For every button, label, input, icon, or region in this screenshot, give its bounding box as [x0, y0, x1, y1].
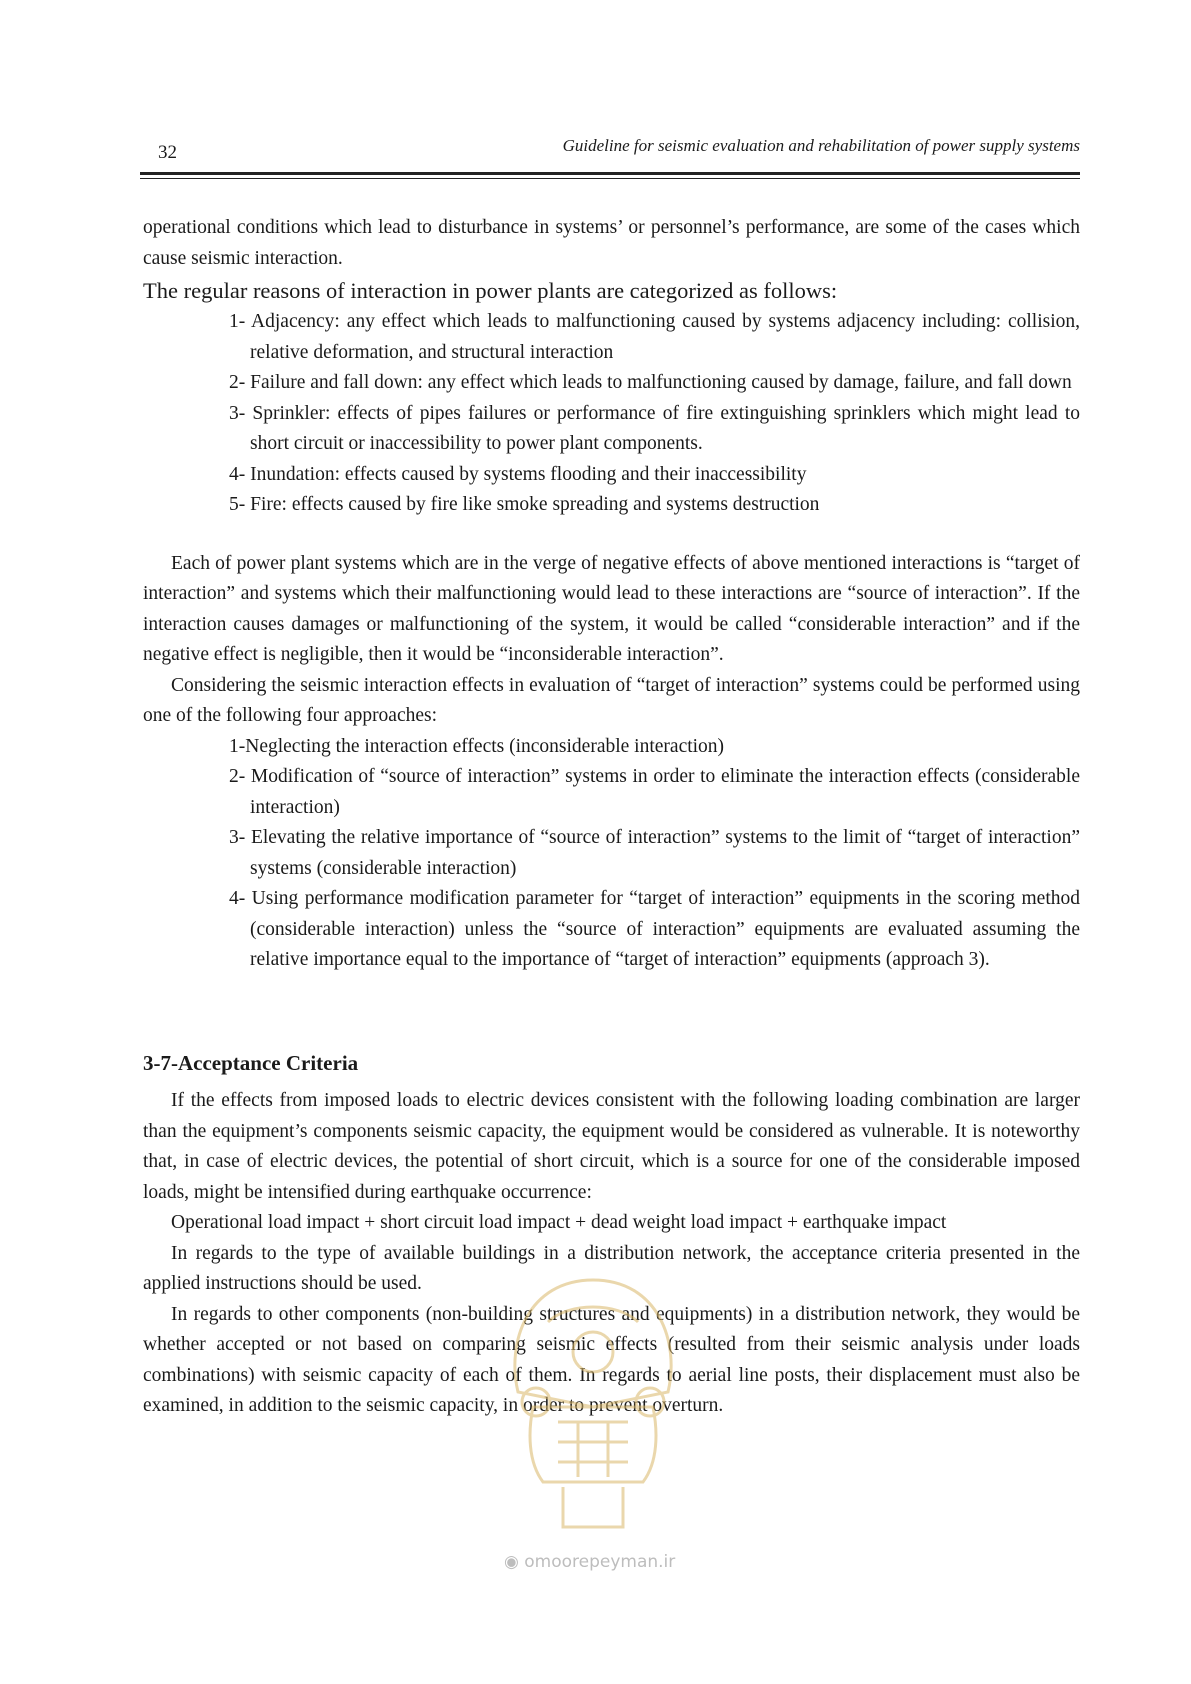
list-item: 4- Using performance modification parameter for “target of interaction” equipments in the scoring method (considerable interaction) unless the “source of interaction” equipments are evaluated assuming the relative importance equal to the importance of “target of interaction” equipments (approach 3). [229, 888, 1080, 970]
list-item: 4- Inundation: effects caused by systems flooding and their inaccessibility [229, 463, 807, 485]
body-paragraph: If the effects from imposed loads to electric devices consistent with the following loading combination are larger than the equipment’s components seismic capacity, the equipment would be considered as vulnerable. It is noteworthy that, in case of electric devices, the potential of short circuit, which is a source for one of the considerable imposed loads, might be intensified during earthquake occurrence: [143, 1090, 1080, 1203]
section-heading: 3-7-Acceptance Criteria [143, 1050, 359, 1075]
body-paragraph: In regards to other components (non-building structures and equipments) in a distribution network, they would be whether accepted or not based on comparing seismic effects (resulted from their seismic analysis under loads combinations) with seismic capacity of each of them. In regards to aerial line posts, their displacement must also be examined, in addition to the seismic capacity, in order to prevent overturn. [143, 1303, 1080, 1416]
list-item: 3- Elevating the relative importance of “source of interaction” systems to the limit of “target of interaction” systems (considerable interaction) [229, 827, 1080, 879]
header-rule-thick [140, 172, 1080, 175]
body-paragraph: In regards to the type of available buildings in a distribution network, the acceptance criteria presented in the applied instructions should be used. [143, 1242, 1080, 1294]
list-item: 1- Adjacency: any effect which leads to malfunctioning caused by systems adjacency including: collision, relative deformation, and structural interaction [229, 311, 1080, 363]
watermark-caption-text: omoorepeyman.ir [524, 1552, 676, 1572]
watermark-logo [488, 1272, 698, 1542]
list-item: 2- Failure and fall down: any effect which leads to malfunctioning caused by damage, failure, and fall down [229, 372, 1072, 393]
approaches-list [143, 732, 1080, 976]
categorization-lead: The regular reasons of interaction in power plants are categorized as follows: [143, 278, 838, 303]
continuation-paragraph: operational conditions which lead to disturbance in systems’ or personnel’s performance, are some of the cases which cause seismic interaction. [143, 217, 1080, 269]
list-item: 1-Neglecting the interaction effects (inconsiderable interaction) [229, 735, 725, 757]
list-item: 5- Fire: effects caused by fire like smoke spreading and systems destruction [229, 494, 820, 515]
header-rule-thin [140, 178, 1080, 179]
approaches-lead: Considering the seismic interaction effects in evaluation of “target of interaction” systems could be performed using one of the following four approaches: [143, 674, 1080, 726]
globe-icon: ◉ [504, 1552, 519, 1572]
definitions-paragraph: Each of power plant systems which are in the verge of negative effects of above mentioned interactions is “target of interaction” and systems which their malfunctioning would lead to these interactions are “source of interaction”. If the interaction causes damages or malfunctioning of the system, it would be called “considerable interaction” and if the negative effect is negligible, then it would be “inconsiderable interaction”. [143, 552, 1080, 665]
watermark-caption [504, 1552, 675, 1572]
interaction-reasons-list [143, 307, 1080, 521]
page-number: 32 [158, 142, 177, 163]
load-combination: Operational load impact + short circuit load impact + dead weight load impact + earthquake impact [171, 1212, 947, 1233]
running-title: Guideline for seismic evaluation and rehabilitation of power supply systems [562, 136, 1080, 155]
list-item: 3- Sprinkler: effects of pipes failures or performance of fire extinguishing sprinklers which might lead to short circuit or inaccessibility to power plant components. [229, 402, 1080, 454]
list-item: 2- Modification of “source of interaction” systems in order to eliminate the interaction effects (considerable interaction) [229, 766, 1080, 818]
page-body [143, 213, 1080, 1422]
